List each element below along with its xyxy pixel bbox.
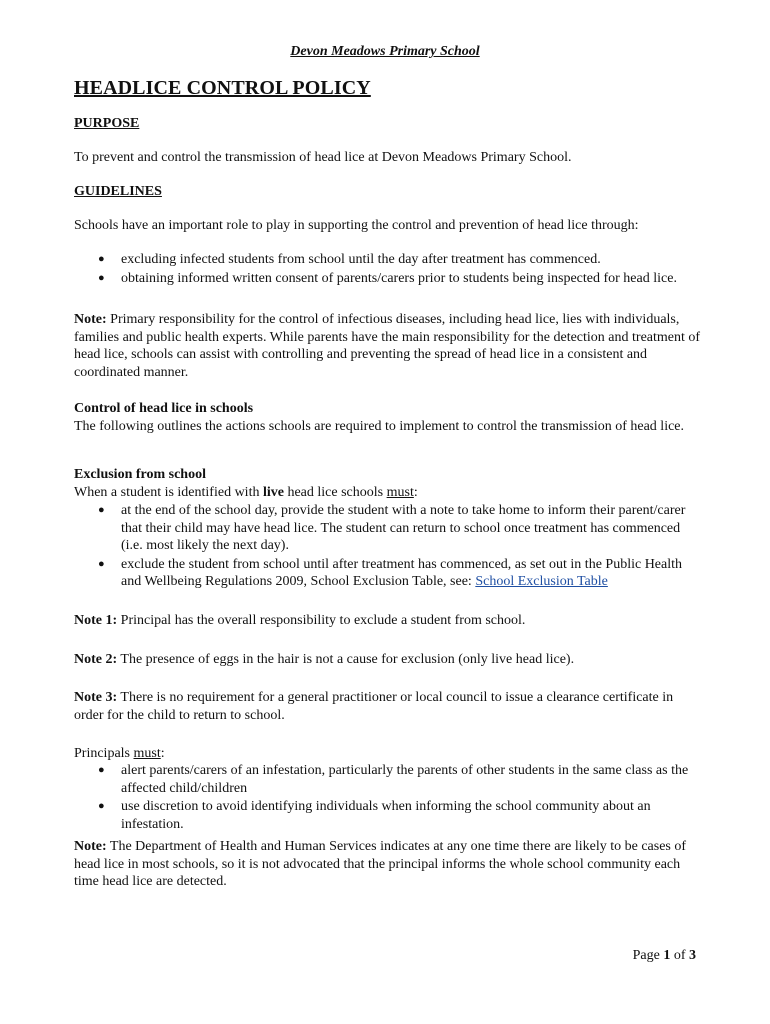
purpose-text: To prevent and control the transmission of head lice at Devon Meadows Primary School. bbox=[74, 150, 572, 165]
principals-list bbox=[74, 762, 704, 834]
guidelines-intro: Schools have an important role to play in supporting the control and prevention of head lice through: bbox=[74, 218, 639, 233]
must-emphasis: must bbox=[386, 485, 414, 500]
list-item: ● exclude the student from school until after treatment has commenced, as set out in the Public Health and Wellbeing Regulations 2009, School Exclusion Table, see: School Exclusion Table bbox=[98, 556, 683, 589]
purpose-heading: PURPOSE bbox=[74, 116, 140, 131]
bullet-icon: ● bbox=[98, 800, 105, 812]
principals-note bbox=[74, 838, 704, 891]
control-heading: Control of head lice in schools bbox=[74, 401, 254, 416]
list-item: ● alert parents/carers of an infestation, particularly the parents of other students in the same class as the affected child/children bbox=[98, 763, 689, 796]
note-3: Note 3: There is no requirement for a general practitioner or local council to issue a clearance certificate in order for the child to return to school. bbox=[74, 690, 674, 723]
live-emphasis: live bbox=[262, 485, 284, 500]
note-1: Note 1: Principal has the overall responsibility to exclude a student from school. bbox=[74, 613, 526, 628]
page-title: HEADLICE CONTROL POLICY bbox=[74, 77, 371, 99]
guidelines-note bbox=[74, 311, 704, 381]
guidelines-list bbox=[74, 251, 704, 288]
list-item: ● at the end of the school day, provide the student with a note to take home to inform their parent/carer that their child may have head lice. The student can return to school once treatment has commenced (i.e. most likely the next day). bbox=[98, 503, 686, 553]
bullet-icon: ● bbox=[98, 271, 105, 284]
note-text: The Department of Health and Human Services indicates at any one time there are likely to be cases of head lice in most schools, so it is not advocated that the principal informs the whole school community each time head lice are detected. bbox=[74, 839, 687, 889]
school-name-header: Devon Meadows Primary School bbox=[290, 44, 480, 59]
must-emphasis: must bbox=[133, 746, 161, 761]
page-number: Page 1 of 3 bbox=[632, 948, 696, 963]
note-label: Note: bbox=[74, 312, 107, 327]
note-text: Primary responsibility for the control of infectious diseases, including head lice, lies with individuals, families and public health experts. While parents have the main responsibility for the detection and treatment of head lice, schools can assist with controlling and preventing the spread of head lice in a consistent and coordinated manner. bbox=[74, 312, 701, 380]
bullet-icon: ● bbox=[98, 504, 105, 516]
list-item: ● excluding infected students from school until the day after treatment has commenced. bbox=[98, 252, 601, 267]
list-item: ● obtaining informed written consent of parents/carers prior to students being inspected for head lice. bbox=[98, 270, 677, 286]
school-exclusion-table-link[interactable]: School Exclusion Table bbox=[475, 574, 608, 589]
principals-intro: Principals must: bbox=[74, 746, 165, 761]
bullet-icon: ● bbox=[98, 764, 105, 776]
guidelines-heading: GUIDELINES bbox=[74, 184, 162, 199]
exclusion-heading: Exclusion from school bbox=[74, 467, 206, 482]
control-text: The following outlines the actions schools are required to implement to control the transmission of head lice. bbox=[74, 419, 685, 434]
bullet-icon: ● bbox=[98, 253, 105, 265]
exclusion-list bbox=[74, 502, 704, 592]
exclusion-intro: When a student is identified with live head lice schools must: bbox=[74, 485, 418, 500]
note-2: Note 2: The presence of eggs in the hair is not a cause for exclusion (only live head lice). bbox=[74, 652, 575, 667]
note-label: Note: bbox=[74, 839, 107, 854]
bullet-icon: ● bbox=[98, 557, 105, 570]
list-item: ● use discretion to avoid identifying individuals when informing the school community about an infestation. bbox=[98, 799, 651, 832]
